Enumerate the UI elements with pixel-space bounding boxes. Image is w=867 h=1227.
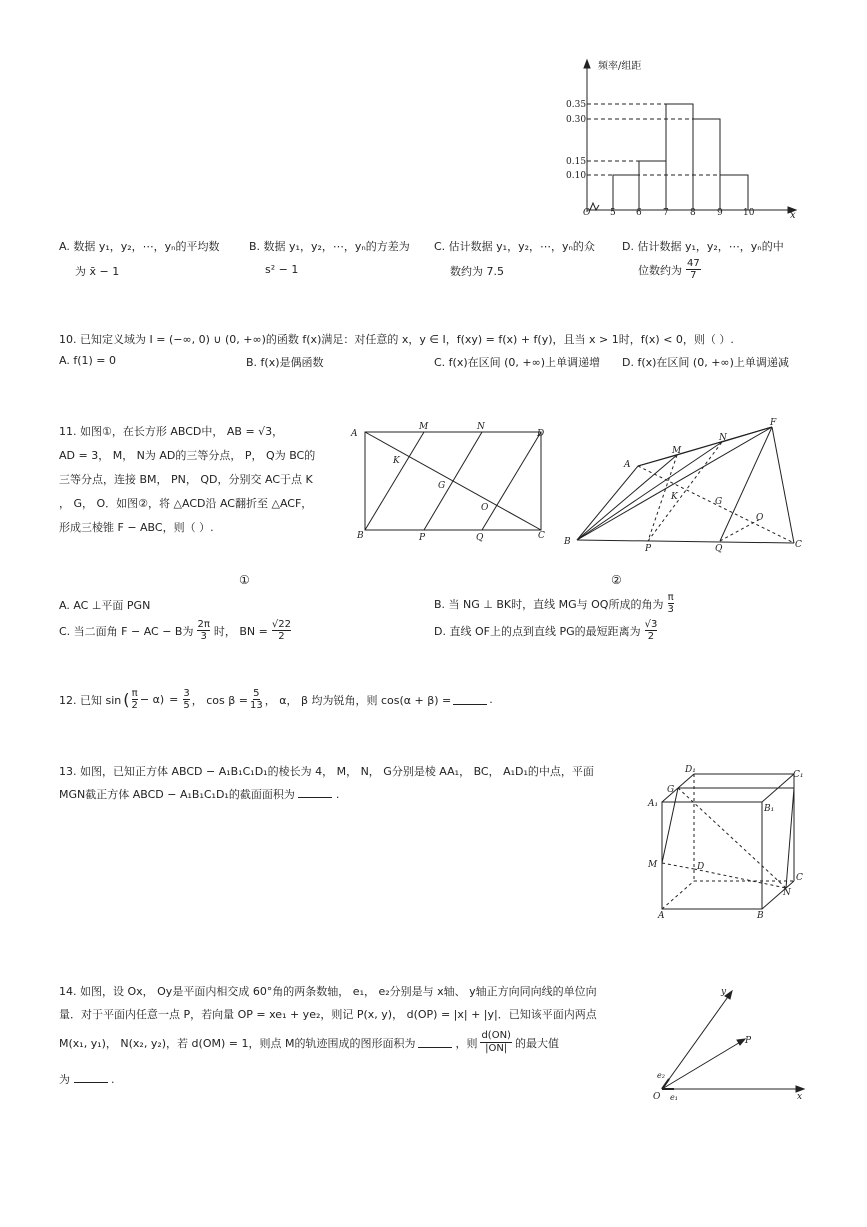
q9-c-line2: 数约为 7.5 [450,265,504,278]
svg-text:A: A [351,429,358,439]
q11-option-c [59,619,291,642]
hist-xlabel: x [790,210,796,221]
q9-option-a [59,238,220,279]
q14-oblique-axes-figure [632,982,812,1107]
q11-c-mid: 时， BN = [213,624,268,638]
q12-mid: ， cos β = [191,693,248,707]
q9-d-line1: D. 估计数据 y₁，y₂，⋯，yₙ的中 [622,240,784,253]
q12-fraction-1: $\frac{3}{5}$ [183,688,190,711]
svg-text:e₂: e₂ [657,1071,665,1080]
bar-9-10 [720,175,748,210]
xtick: 9 [717,208,723,218]
svg-text:y: y [721,987,727,997]
q12-question [59,688,493,711]
svg-text:P: P [645,544,652,554]
q12-fraction-2: $\frac{5}{13}$ [249,688,263,711]
q9-b-line1: B. 数据 y₁，y₂，⋯，yₙ的方差为 [249,240,410,253]
q13-end: . [335,788,340,801]
svg-text:A: A [624,460,631,470]
q14-fraction: d(ON) |ON| [481,1030,511,1054]
q12-paren-close: − α) [139,693,165,706]
frequency-histogram [560,55,805,225]
q12-pre: 12. 已知 sin [59,693,122,707]
q14-line-1: 14. 如图，设 Ox， Oy是平面内相交成 60°角的两条数轴， e₁， e₂分别是与 x轴、 y轴正方向同向线的单位向 [59,985,597,998]
svg-text:O: O [756,513,764,523]
q11-b-text: B. 当 NG ⊥ BK时，直线 MG与 OQ所成的角为 [434,597,664,611]
q11-b-fraction: π 3 [667,592,674,615]
svg-text:G: G [715,497,723,507]
q9-b-line2: s² − 1 [265,263,299,276]
svg-text:A₁: A₁ [648,799,659,809]
q11-c-text: C. 当二面角 F − AC − B为 [59,624,194,638]
q10-option-c: C. f(x)在区间 (0, +∞)上单调递增 [434,356,601,369]
svg-text:N: N [719,433,727,443]
q12-paren: ( [123,690,130,709]
bar-7-8 [666,104,693,210]
xtick: 10 [743,208,755,218]
ytick: 0.10 [566,171,587,181]
q11-figure-1-caption: ① [239,573,250,587]
bar-8-9 [693,119,720,210]
q9-c-line1: C. 估计数据 y₁，y₂，⋯，yₙ的众 [434,240,595,253]
bar-5-6 [613,175,639,210]
svg-text:C: C [796,873,803,883]
q9-d-line2: 位数约为 [638,263,682,277]
svg-text:B: B [357,531,364,541]
svg-text:K: K [393,456,400,466]
q14-line-3 [59,1030,559,1055]
q13-line-1: 13. 如图，已知正方体 ABCD − A₁B₁C₁D₁的棱长为 4， M， N， G分别是棱 AA₁， BC， A₁D₁的中点，平面 [59,765,594,778]
svg-text:C: C [538,531,545,541]
svg-text:M: M [672,446,682,456]
q9-a-line1: A. 数据 y₁，y₂，⋯，yₙ的平均数 [59,240,220,253]
q14-answer-blank-2[interactable] [74,1072,108,1083]
q12-pi-fraction: π 2 [131,688,138,711]
q11-option-b [434,592,674,615]
q11-figure-1-rectangle [345,418,555,543]
q11-c-fraction-1: 2π 3 [197,619,210,642]
q12-answer-blank[interactable] [453,694,487,705]
svg-text:K: K [671,492,678,502]
q10-option-a: A. f(1) = 0 [59,354,116,367]
q11-option-a: A. AC ⊥平面 PGN [59,599,151,612]
q13-line-2 [59,786,339,802]
hist-ylabel: 频率/组距 [598,61,642,72]
q14-line-4 [59,1071,115,1087]
q11-line: 三等分点，连接 BM， PN， QD，分别交 AC于点 K [59,473,313,486]
q9-option-d [622,238,784,281]
q10-stem: 10. 已知定义域为 I = (−∞, 0) ∪ (0, +∞)的函数 f(x)满足：对任意的 x，y ∈ I，f(xy) = f(x) + f(y)，且当 x > 1时，f(x) < 0，则（ ）. [59,333,734,346]
q9-a-line2: 为 x̄ − 1 [75,265,120,278]
ytick: 0.30 [566,115,587,125]
q13-line-2-text: MGN截正方体 ABCD − A₁B₁C₁D₁的截面面积为 [59,788,295,801]
xtick: 8 [690,208,696,218]
svg-text:O: O [481,503,489,513]
q11-line: ， G， O．如图②，将 △ACD沿 AC翻折至 △ACF， [59,497,313,510]
q11-line: AD = 3， M， N为 AD的三等分点， P， Q为 BC的 [59,449,316,462]
q11-d-fraction: √3 2 [644,619,658,642]
q11-stem [59,420,315,540]
svg-text:B: B [757,911,764,921]
svg-text:G: G [438,481,446,491]
ytick: 0.35 [566,100,587,110]
svg-text:B₁: B₁ [764,804,775,814]
q11-figure-2-pyramid [562,415,812,555]
svg-text:C: C [795,540,802,550]
q14-line-4-text: 为 [59,1073,70,1086]
y-axis-arrow [584,60,590,68]
q14-line-3-mid: ，则 [455,1036,478,1050]
q13-answer-blank[interactable] [298,787,332,798]
q14-line-2: 量．对于平面内任意一点 P，若向量 OP = xe₁ + ye₂，则记 P(x, y)， d(OP) = |x| + |y|．已知该平面内两点 [59,1008,597,1021]
xtick: 6 [636,208,642,218]
bar-6-7 [639,161,666,210]
svg-text:P: P [745,1036,752,1046]
svg-text:D₁: D₁ [685,765,696,775]
q11-line: 形成三棱锥 F − ABC，则（ ）. [59,521,214,534]
q12-eq: = [169,693,179,706]
svg-text:G: G [667,785,675,795]
svg-text:Q: Q [476,533,484,543]
svg-text:P: P [419,533,426,543]
q14-end: . [111,1073,115,1086]
xtick: 5 [610,208,616,218]
xtick: 7 [663,208,669,218]
axis-break [590,203,599,210]
svg-text:F: F [770,418,777,428]
svg-text:B: B [564,537,571,547]
q10-option-d: D. f(x)在区间 (0, +∞)上单调递减 [622,356,789,369]
q14-answer-blank-1[interactable] [418,1037,452,1048]
q12-end: . [489,693,493,706]
svg-text:N: N [783,888,791,898]
svg-text:A: A [658,911,665,921]
svg-text:D: D [697,862,705,872]
svg-text:D: D [537,429,545,439]
q9-option-b [249,238,410,276]
q9-d-fraction: 47 7 [687,258,700,281]
svg-text:M: M [648,860,658,870]
ytick: 0.15 [566,157,587,167]
q13-cube-figure [645,763,810,923]
svg-text:N: N [477,422,485,432]
q14-line-3-end: 的最大值 [514,1036,559,1050]
q11-line: 11. 如图①，在长方形 ABCD中， AB = √3， [59,425,284,438]
svg-text:O: O [653,1092,661,1102]
q11-d-text: D. 直线 OF上的点到直线 PG的最短距离为 [434,624,641,638]
svg-text:M: M [419,422,429,432]
svg-text:C₁: C₁ [793,770,804,780]
svg-text:x: x [797,1092,803,1102]
svg-text:e₁: e₁ [670,1093,678,1102]
q11-figure-2-caption: ② [611,573,622,587]
svg-text:Q: Q [715,544,723,554]
q10-option-b: B. f(x)是偶函数 [246,356,324,369]
q12-post: ， α， β 均为锐角，则 cos(α + β) = [264,693,452,707]
q14-line-3-text: M(x₁, y₁)， N(x₂, y₂)，若 d(OM) = 1，则点 M的轨迹围成的图形面积为 [59,1036,416,1050]
q11-c-fraction-2: $\frac{√22}{2}$ [271,619,291,642]
q11-option-d [434,619,657,642]
q9-option-c [434,238,595,279]
origin-label: O [583,208,591,218]
